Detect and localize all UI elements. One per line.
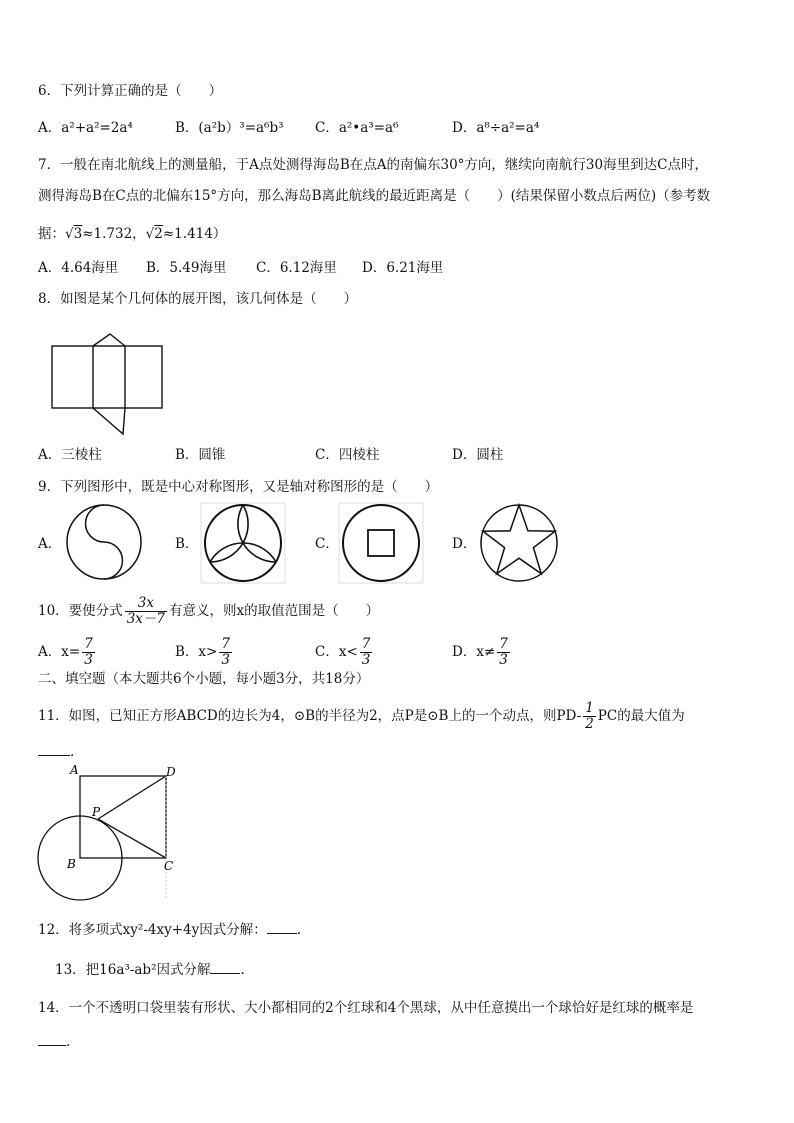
q10-option-c-fraction	[360, 637, 373, 668]
q7-approx3: ≈1.732，	[82, 226, 146, 242]
q13-text: 13．把16a³-ab²因式分解	[55, 962, 211, 978]
q11-answer-blank[interactable]	[38, 741, 70, 756]
q11-label-p: P	[92, 805, 101, 819]
q11-stem	[38, 701, 685, 732]
q11-frac-num: 1	[585, 700, 594, 716]
q12-line	[38, 919, 301, 940]
q7-sqrt3: 3	[73, 226, 83, 242]
q7-sqrt2: 2	[154, 226, 163, 242]
q7-option-b: B．5.49海里	[146, 260, 227, 276]
q10-option-c-label: C．x<	[315, 644, 358, 660]
q13-answer-blank[interactable]	[210, 959, 240, 974]
q7-option-d: D．6.21海里	[362, 260, 444, 276]
q7-line-2: 测得海岛B在C点的北偏东15°方向，那么海岛B离此航线的最近距离是（ ）(结果保留小数点后两位)（参考数	[38, 188, 711, 204]
q8-stem: 8．如图是某个几何体的展开图，该几何体是（ ）	[38, 291, 358, 307]
q8-net-figure	[50, 334, 166, 436]
q9-coin-figure	[338, 502, 424, 584]
q9-label-d: D．	[452, 536, 477, 552]
q10-option-a	[38, 637, 97, 668]
q6-option-b: B．(a²b）³=a⁶b³	[175, 120, 284, 136]
q11-stem-prefix: 11．如图，已知正方形ABCD的边长为4，⊙B的半径为2，点P是⊙B上的一个动点，则PD-	[38, 708, 582, 724]
q10-option-d	[452, 637, 512, 668]
q10-frac-denominator: 3x－7	[126, 611, 165, 627]
q6-option-d: D．a⁸÷a²=a⁴	[452, 120, 540, 136]
q10-stem	[38, 596, 379, 627]
q10-option-d-label: D．x≠	[452, 644, 496, 660]
q14-answer-line	[38, 1031, 70, 1052]
q8-option-d: D．圆柱	[452, 447, 504, 463]
q9-label-b: B．	[175, 536, 199, 552]
q6-option-a: A．a²+a²=2a⁴	[38, 120, 133, 136]
q11-label-d: D	[166, 765, 176, 779]
q8-option-b: B．圆锥	[175, 447, 226, 463]
q10-option-b-fraction	[219, 637, 232, 668]
q10-stem-prefix: 10．要使分式	[38, 603, 123, 619]
q9-taiji-figure	[64, 502, 144, 582]
q9-label-a: A．	[38, 536, 62, 552]
q9-star-figure	[478, 502, 560, 584]
q10-frac-numerator: 3x	[125, 596, 167, 612]
q14-end: .	[66, 1034, 71, 1050]
q13-line	[55, 959, 245, 980]
q11-label-c: C	[164, 859, 174, 873]
q10-option-d-den: 3	[499, 652, 508, 668]
q8-option-c: C．四棱柱	[315, 447, 380, 463]
q11-stem-suffix: PC的最大值为	[597, 708, 685, 724]
q6-option-c: C．a²•a³=a⁶	[315, 120, 399, 136]
q7-line-3: 据：√3≈1.732，√2≈1.414）	[38, 226, 227, 242]
q10-option-a-label: A．x=	[38, 644, 81, 660]
q10-fraction	[125, 596, 167, 627]
q10-option-b-label: B．x>	[175, 644, 218, 660]
q12-answer-blank[interactable]	[267, 919, 297, 934]
q10-option-d-fraction	[497, 637, 510, 668]
q10-option-b-den: 3	[221, 652, 230, 668]
q10-option-a-den: 3	[84, 652, 93, 668]
q10-option-d-num: 7	[499, 636, 508, 652]
q7-option-a: A．4.64海里	[38, 260, 119, 276]
q12-text: 12．将多项式xy²-4xy+4y因式分解：	[38, 922, 267, 938]
q7-ref-prefix: 据：	[38, 226, 65, 242]
q9-stem: 9．下列图形中，既是中心对称图形，又是轴对称图形的是（ ）	[38, 479, 439, 495]
section-fill-in-heading: 二、填空题（本大题共6个小题，每小题3分，共18分）	[38, 671, 370, 687]
q14-line-1: 14．一个不透明口袋里装有形状、大小都相同的2个红球和4个黑球，从中任意摸出一个球恰好是红球的概率是	[38, 1000, 694, 1016]
q14-answer-blank[interactable]	[38, 1031, 66, 1046]
q12-end: .	[296, 922, 302, 938]
q8-option-a: A．三棱柱	[38, 447, 102, 463]
q7-line-1: 7．一般在南北航线上的测量船，于A点处测得海岛B在点A的南偏东30°方向，继续向南航行30海里到达C点时，	[38, 157, 708, 173]
q11-end: .	[70, 744, 75, 760]
q11-fraction	[583, 701, 596, 732]
q11-label-b: B	[67, 857, 76, 871]
q11-frac-den: 2	[585, 716, 594, 732]
q9-three-circles-figure	[200, 502, 286, 584]
q11-label-a: A	[70, 763, 79, 777]
q10-option-b	[175, 637, 234, 668]
q10-stem-suffix: 有意义，则x的取值范围是（ ）	[168, 603, 380, 619]
q9-label-c: C．	[315, 536, 339, 552]
q10-option-c	[315, 637, 374, 668]
q10-option-c-den: 3	[361, 652, 371, 668]
q7-approx2: ≈1.414）	[162, 226, 227, 242]
q10-option-a-num: 7	[84, 636, 93, 652]
q11-answer-line	[38, 741, 74, 762]
q7-option-c: C．6.12海里	[256, 260, 337, 276]
q13-end: .	[240, 962, 245, 978]
q11-square-circle-figure	[36, 762, 186, 912]
q6-stem: 6．下列计算正确的是（ ）	[38, 83, 223, 99]
q10-option-a-fraction	[82, 637, 95, 668]
q10-option-c-num: 7	[361, 636, 371, 652]
q10-option-b-num: 7	[221, 636, 230, 652]
